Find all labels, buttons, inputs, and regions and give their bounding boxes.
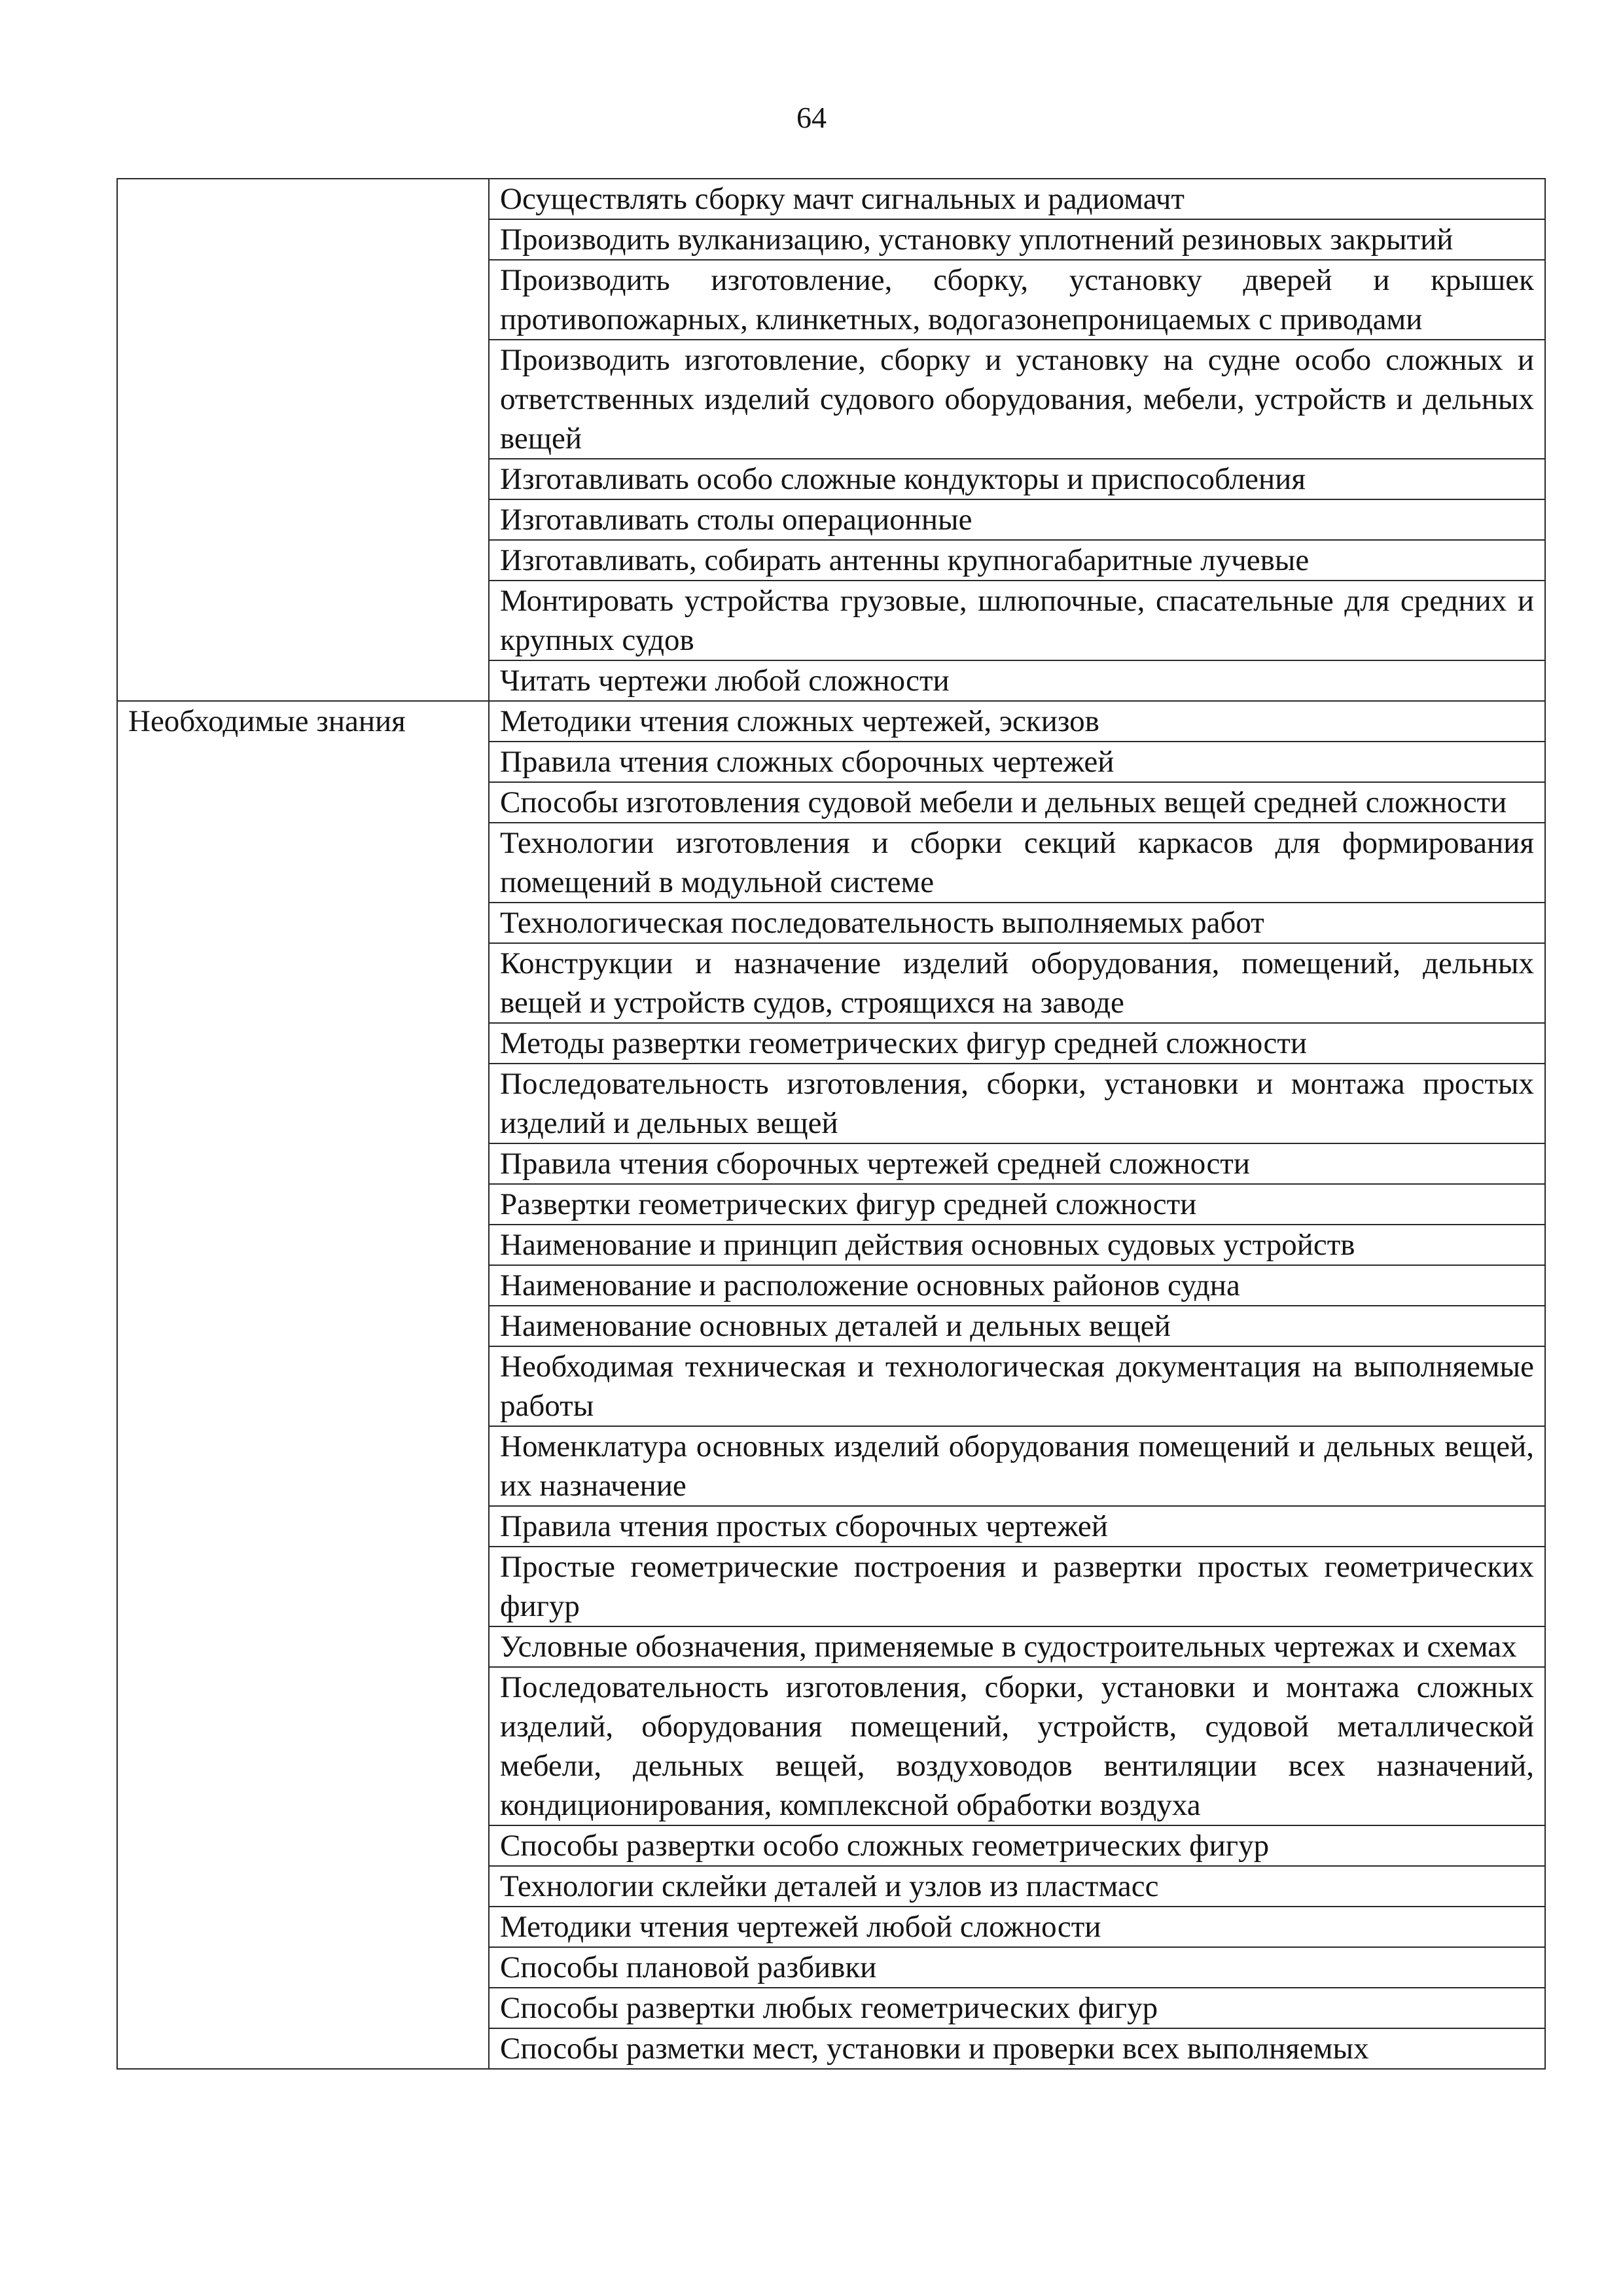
table-row [117, 179, 1545, 219]
knowledge-item: Простые геометрические построения и развертки простых геометрических фигур [489, 1547, 1545, 1626]
knowledge-item: Наименование и расположение основных районов судна [489, 1265, 1545, 1306]
skill-item: Производить изготовление, сборку, установку дверей и крышек противопожарных, клинкетных, водогазонепроницаемых с приводами [489, 260, 1545, 340]
knowledge-item: Технологии склейки деталей и узлов из пластмасс [489, 1866, 1545, 1907]
page-number: 64 [796, 101, 827, 134]
knowledge-item: Методики чтения чертежей любой сложности [489, 1907, 1545, 1947]
skill-item: Осуществлять сборку мачт сигнальных и радиомачт [489, 179, 1545, 219]
knowledge-item: Условные обозначения, применяемые в судостроительных чертежах и схемах [489, 1626, 1545, 1667]
knowledge-item: Технологическая последовательность выполняемых работ [489, 903, 1545, 943]
knowledge-item: Наименование основных деталей и дельных вещей [489, 1306, 1545, 1346]
skill-item: Производить изготовление, сборку и установку на судне особо сложных и ответственных изделий судового оборудования, мебели, устройств и дельных вещей [489, 340, 1545, 459]
knowledge-item: Номенклатура основных изделий оборудования помещений и дельных вещей, их назначение [489, 1426, 1545, 1506]
table-row [117, 701, 1545, 742]
competency-table [116, 178, 1546, 2070]
knowledge-item: Способы изготовления судовой мебели и дельных вещей средней сложности [489, 782, 1545, 823]
knowledge-item: Способы развертки любых геометрических фигур [489, 1988, 1545, 2028]
knowledge-item: Наименование и принцип действия основных судовых устройств [489, 1225, 1545, 1265]
knowledge-item: Конструкции и назначение изделий оборудования, помещений, дельных вещей и устройств судов, строящихся на заводе [489, 943, 1545, 1023]
skill-item: Изготавливать, собирать антенны крупногабаритные лучевые [489, 540, 1545, 581]
knowledge-item: Правила чтения сборочных чертежей средней сложности [489, 1143, 1545, 1184]
knowledge-label: Необходимые знания [117, 701, 489, 2069]
skill-item: Монтировать устройства грузовые, шлюпочные, спасательные для средних и крупных судов [489, 581, 1545, 660]
knowledge-item: Технологии изготовления и сборки секций каркасов для формирования помещений в модульной системе [489, 823, 1545, 903]
knowledge-item: Способы развертки особо сложных геометрических фигур [489, 1825, 1545, 1866]
knowledge-item: Последовательность изготовления, сборки, установки и монтажа сложных изделий, оборудования помещений, устройств, судовой металлической мебели, дельных вещей, воздуховодов вентиляции всех назначений, кондиционирования, комплексной обработки воздуха [489, 1667, 1545, 1825]
skill-item: Изготавливать столы операционные [489, 499, 1545, 540]
knowledge-item: Последовательность изготовления, сборки, установки и монтажа простых изделий и дельных вещей [489, 1064, 1545, 1143]
knowledge-item: Правила чтения сложных сборочных чертежей [489, 742, 1545, 782]
skill-item: Изготавливать особо сложные кондукторы и приспособления [489, 459, 1545, 499]
knowledge-item: Методики чтения сложных чертежей, эскизов [489, 701, 1545, 742]
skill-item: Производить вулканизацию, установку уплотнений резиновых закрытий [489, 219, 1545, 260]
knowledge-item: Развертки геометрических фигур средней сложности [489, 1184, 1545, 1225]
skills-label-cell [117, 179, 489, 701]
knowledge-item: Необходимая техническая и технологическая документация на выполняемые работы [489, 1346, 1545, 1426]
knowledge-item: Способы разметки мест, установки и проверки всех выполняемых [489, 2028, 1545, 2069]
knowledge-item: Способы плановой разбивки [489, 1947, 1545, 1988]
knowledge-item: Правила чтения простых сборочных чертежей [489, 1506, 1545, 1547]
knowledge-item: Методы развертки геометрических фигур средней сложности [489, 1023, 1545, 1064]
skill-item: Читать чертежи любой сложности [489, 660, 1545, 701]
